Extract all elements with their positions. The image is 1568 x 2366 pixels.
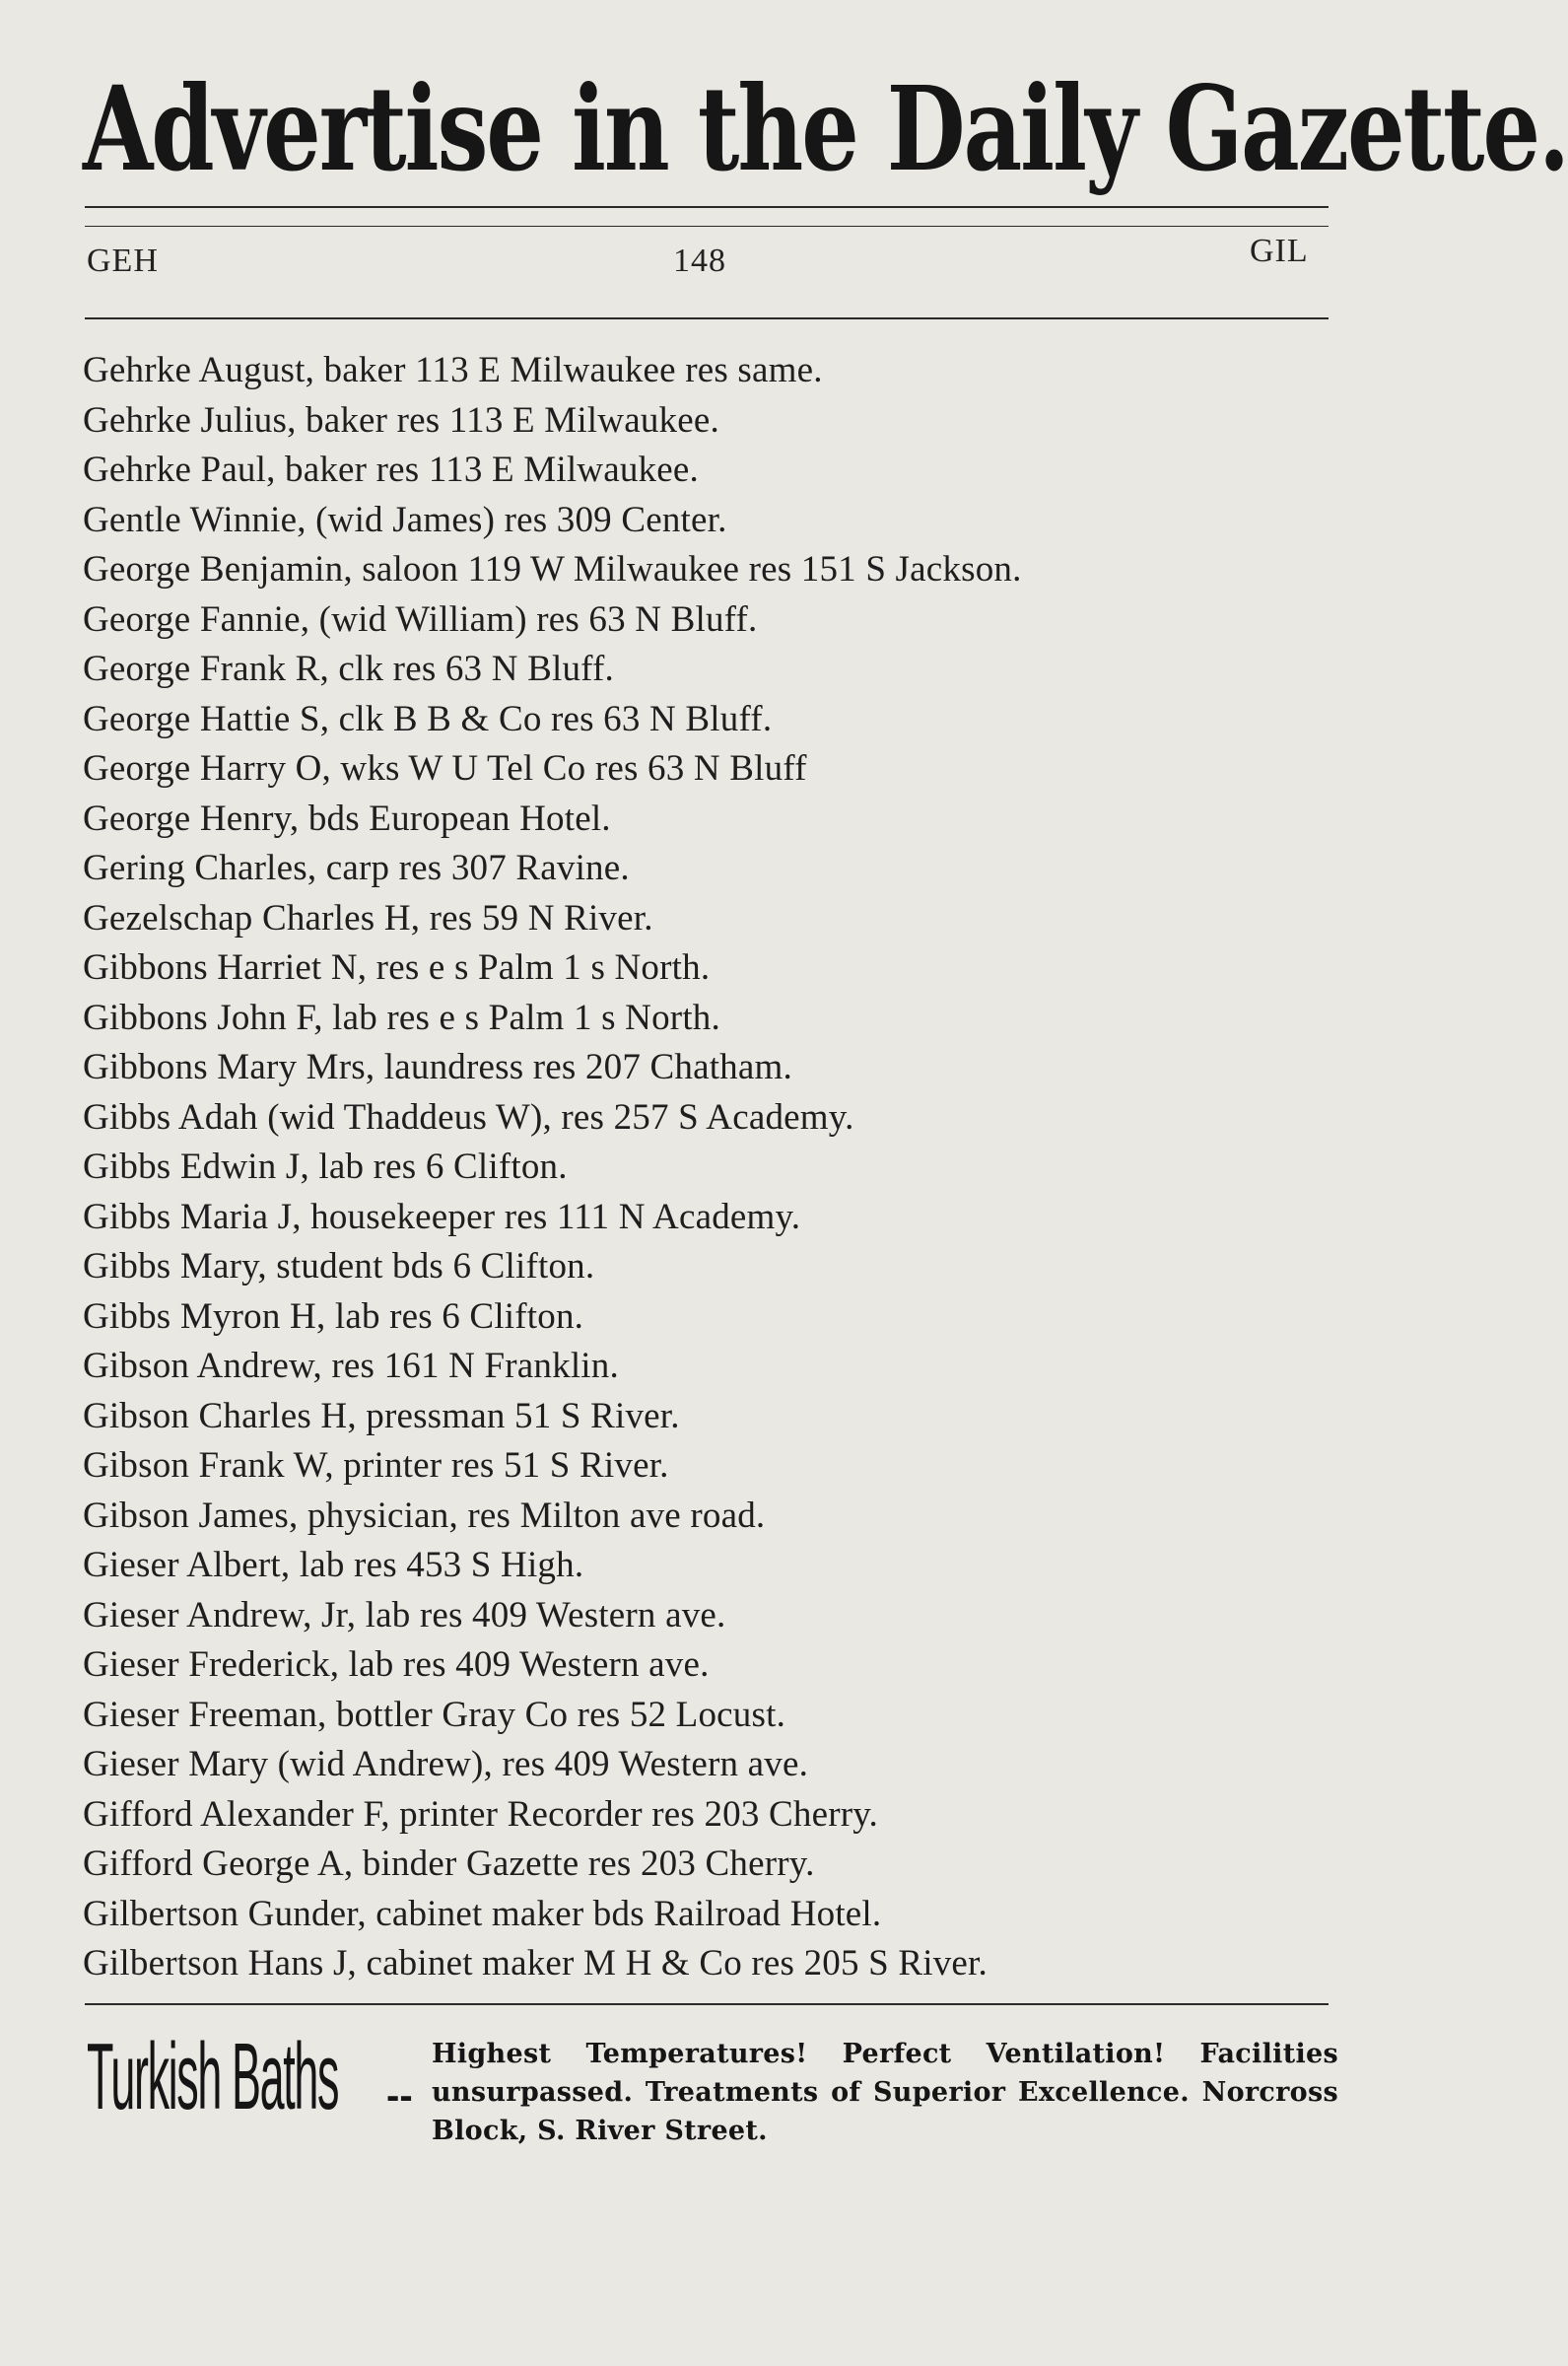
- directory-entry: Gentle Winnie, (wid James) res 309 Center.: [83, 499, 727, 540]
- directory-entry: Gibson James, physician, res Milton ave road.: [83, 1495, 766, 1536]
- directory-entry: Gilbertson Hans J, cabinet maker M H & Co res 205 S River.: [83, 1943, 988, 1983]
- directory-entry: George Henry, bds European Hotel.: [83, 798, 611, 839]
- header-bottom-rule: [85, 317, 1329, 319]
- directory-entry: George Benjamin, saloon 119 W Milwaukee res 151 S Jackson.: [83, 549, 1022, 590]
- directory-entry: Gehrke Paul, baker res 113 E Milwaukee.: [83, 450, 699, 490]
- directory-entry: Gibbs Maria J, housekeeper res 111 N Academy.: [83, 1196, 801, 1237]
- gazette-banner: Advertise in the Daily Gazette.: [83, 60, 1568, 197]
- directory-entry: Gering Charles, carp res 307 Ravine.: [83, 848, 630, 888]
- directory-entry: George Hattie S, clk B B & Co res 63 N Bluff.: [83, 698, 773, 739]
- directory-entry: Gibbs Mary, student bds 6 Clifton.: [83, 1246, 595, 1287]
- header-range-start: GEH: [87, 243, 159, 279]
- turkish-baths-advert: [87, 2023, 1338, 2147]
- advert-rule: [85, 2003, 1329, 2005]
- header-range-end: GIL: [1250, 233, 1309, 269]
- directory-entry: Gibson Charles H, pressman 51 S River.: [83, 1395, 680, 1436]
- directory-entry: George Frank R, clk res 63 N Bluff.: [83, 649, 614, 689]
- directory-entry: Gifford Alexander F, printer Recorder res 203 Cherry.: [83, 1793, 879, 1835]
- directory-entry: Gieser Albert, lab res 453 S High.: [83, 1545, 584, 1585]
- directory-entry: Gibbs Edwin J, lab res 6 Clifton.: [83, 1147, 568, 1187]
- directory-entry: George Fannie, (wid William) res 63 N Bluff.: [83, 598, 758, 640]
- directory-entry: Gibbons John F, lab res e s Palm 1 s North.: [83, 997, 720, 1038]
- directory-entry: Gieser Mary (wid Andrew), res 409 Western ave.: [83, 1744, 809, 1784]
- directory-entry: Gifford George A, binder Gazette res 203 Cherry.: [83, 1844, 815, 1884]
- directory-entry: Gieser Freeman, bottler Gray Co res 52 Locust.: [83, 1694, 786, 1735]
- directory-entry: Gehrke Julius, baker res 113 E Milwaukee.: [83, 399, 719, 441]
- directory-entry: Gehrke August, baker 113 E Milwaukee res same.: [83, 350, 823, 390]
- directory-entry: Gilbertson Gunder, cabinet maker bds Railroad Hotel.: [83, 1893, 882, 1934]
- directory-entry: Gibbons Harriet N, res e s Palm 1 s North.: [83, 947, 711, 988]
- advert-title: Turkish Baths: [87, 2023, 339, 2129]
- directory-entry: Gibson Frank W, printer res 51 S River.: [83, 1445, 669, 1486]
- advert-dash: --: [386, 2074, 413, 2118]
- directory-entry: Gibbons Mary Mrs, laundress res 207 Chatham.: [83, 1047, 792, 1087]
- directory-entry: Gezelschap Charles H, res 59 N River.: [83, 897, 653, 939]
- advert-text: Highest Temperatures! Perfect Ventilation! Facilities unsurpassed. Treatments of Superior Excellence. Norcross Block, S. River Street.: [432, 2039, 1338, 2146]
- header-top-rule: [85, 226, 1329, 227]
- directory-entry: Gibson Andrew, res 161 N Franklin.: [83, 1346, 619, 1386]
- page-number: 148: [673, 243, 726, 279]
- directory-entry: Gieser Frederick, lab res 409 Western ave.: [83, 1644, 710, 1685]
- directory-entry: Gieser Andrew, Jr, lab res 409 Western ave.: [83, 1594, 726, 1635]
- directory-entry: George Harry O, wks W U Tel Co res 63 N Bluff: [83, 748, 807, 789]
- banner-rule: [85, 206, 1329, 208]
- directory-entry: Gibbs Adah (wid Thaddeus W), res 257 S Academy.: [83, 1096, 854, 1138]
- directory-entries: [83, 346, 1364, 1989]
- directory-entry: Gibbs Myron H, lab res 6 Clifton.: [83, 1295, 584, 1337]
